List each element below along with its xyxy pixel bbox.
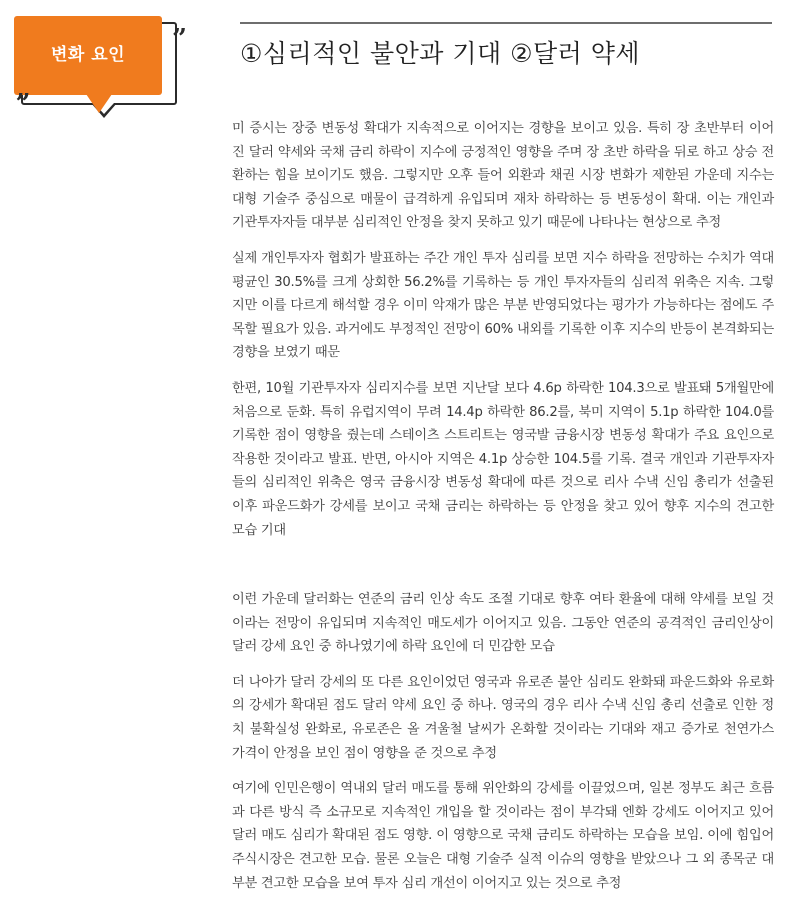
paragraph: 여기에 인민은행이 역내외 달러 매도를 통해 위안화의 강세를 이끌었으며, 일본 정부도 최근 흐름과 다른 방식 즉 소규모로 지속적인 개입을 할 것이라는 점이 부각돼 엔화 강세도 이어지고 있어 달러 매도 심리가 확대된 점도 영향. 이 영향으로 국채 금리도 하락하는 모습을 보임. 이에 힘입어 주식시장은 견고한 모습. 물론 오늘은 대형 기술주 실적 이슈의 영향을 받았으나 그 외 종목군 대부분 견고한 모습을 보여 투자 심리 개선이 이어지고 있는 것으로 추정 [232,781,774,891]
paragraph: 더 나아가 달러 강세의 또 다른 요인이었던 영국과 유로존 불안 심리도 완화돼 파운드화와 유로화의 강세가 확대된 점도 달러 약세 요인 중 하나. 영국의 경우 리사 수낵 신임 총리 선출로 인한 정치 불확실성 완화로, 유로존은 올 겨울철 날씨가 온화할 것이라는 기대와 재고 증가로 천연가스 가격이 안정을 보인 점이 영향을 준 것으로 추정 [232,674,774,761]
badge-label: 변화 요인 [50,45,126,65]
paragraph: 실제 개인투자자 협회가 발표하는 주간 개인 투자 심리를 보면 지수 하락을 전망하는 수치가 역대 평균인 30.5%를 크게 상회한 56.2%를 기록하는 등 개인 투자자들의 심리적 위축은 지속. 그렇지만 이를 다르게 해석할 경우 이미 악재가 많은 부분 반영되었다는 평가가 가능하다는 점에도 주목할 필요가 있음. 과거에도 부정적인 전망이 60% 내외를 기록한 이후 지수의 반등이 본격화되는 경향을 보였기 때문 [232,250,774,361]
quote-open-icon: ” [172,24,187,54]
header-rule [240,22,772,24]
paragraph: 미 증시는 장중 변동성 확대가 지속적으로 이어지는 경향을 보이고 있음. 특히 장 초반부터 이어진 달러 약세와 국채 금리 하락이 지수에 긍정적인 영향을 주며 장 초반 하락을 뒤로 하고 상승 전환하는 힘을 보이기도 했음. 그렇지만 오후 들어 외환과 채권 시장 변화가 제한된 가운데 지수는 대형 기술주 중심으로 매물이 급격하게 유입되며 재차 하락하는 등 변동성이 확대. 이는 개인과 기관투자자들 대부분 심리적인 안정을 찾지 못하고 있기 때문에 나타나는 현상으로 추정 [232,121,774,231]
badge-tail [86,94,112,113]
section-heading: ①심리적인 불안과 기대 ②달러 약세 [240,39,641,68]
body-content [232,117,774,907]
paragraph: 이런 가운데 달러화는 연준의 금리 인상 속도 조절 기대로 향후 여타 환율에 대해 약세를 보일 것이라는 전망이 유입되며 지속적인 매도세가 이어지고 있음. 그동안 연준의 공격적인 금리인상이 달러 강세 요인 중 하나였기에 하락 요인에 더 민감한 모습 [232,592,774,655]
section-gap [232,554,774,588]
quote-close-icon: „ [16,74,31,104]
section-badge [14,16,204,126]
paragraph: 한편, 10월 기관투자자 심리지수를 보면 지난달 보다 4.6p 하락한 104.3으로 발표돼 5개월만에 처음으로 둔화. 특히 유럽지역이 무려 14.4p 하락한 86.2를, 북미 지역이 5.1p 하락한 104.0를 기록한 점이 영향을 줬는데 스테이츠 스트리트는 영국발 금융시장 변동성 확대가 주요 요인으로 작용한 것이라고 발표. 반면, 아시아 지역은 4.1p 상승한 104.5를 기록. 결국 개인과 기관투자자들의 심리적인 위축은 영국 금융시장 변동성 확대에 따른 것으로 리사 수낵 신임 총리가 선출된 이후 파운드화가 강세를 보이고 국채 금리는 하락하는 등 안정을 찾고 있어 향후 지수의 견고한 모습 기대 [232,380,774,538]
